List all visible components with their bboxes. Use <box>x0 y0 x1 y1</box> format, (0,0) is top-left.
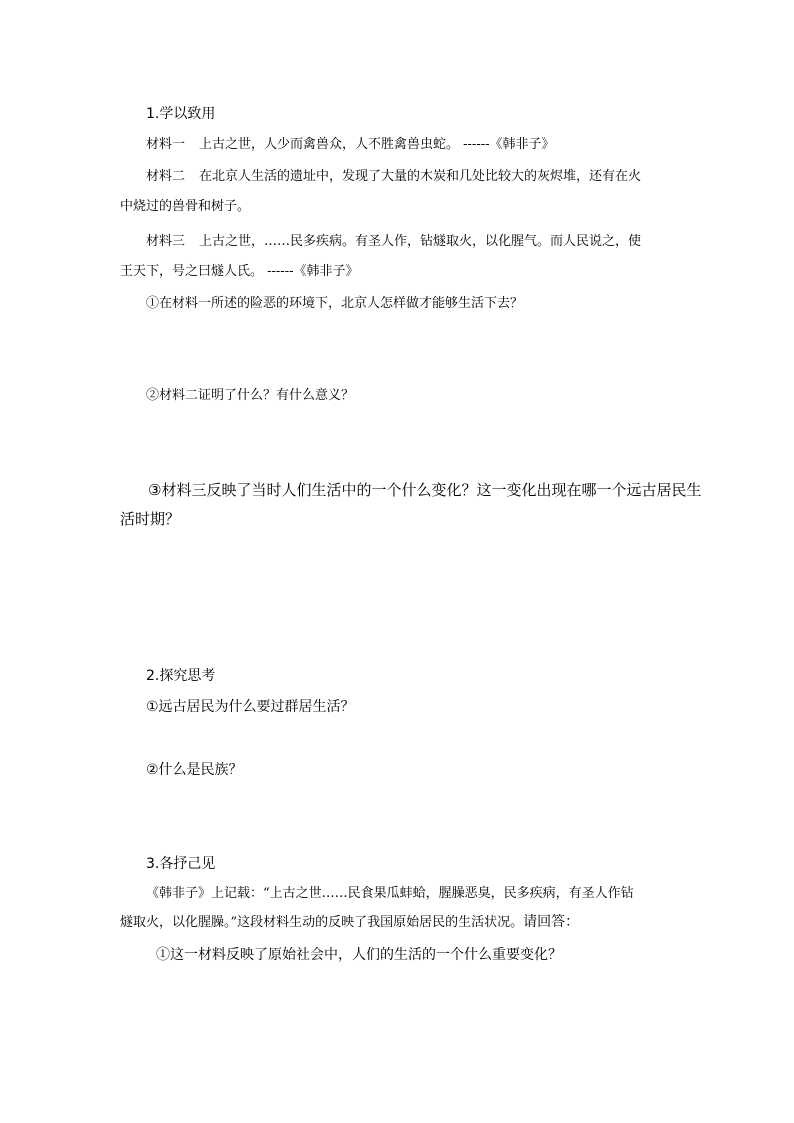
section-3-paragraph-line-1: 《韩非子》上记载：“上古之世……民食果瓜蚌蛤，腥臊恶臭，民多疾病，有圣人作钻 <box>146 886 634 901</box>
material-2-label: 材料二 <box>146 169 186 184</box>
material-2 <box>146 165 641 184</box>
question-1-2: ②材料二证明了什么？有什么意义？ <box>146 388 355 403</box>
section-3-paragraph-line-2 <box>120 911 579 931</box>
question-1-1: ①在材料一所述的险恶的环境下，北京人怎样做才能够生活下去？ <box>146 296 524 311</box>
material-1 <box>146 133 555 152</box>
material-2-text: 在北京人生活的遗址中，发现了大量的木炭和几处比较大的灰烬堆，还有在火 <box>199 169 642 184</box>
material-2-continued: 中烧过的兽骨和树子。 <box>120 199 251 214</box>
question-2-1: ①远古居民为什么要过群居生活？ <box>146 699 355 715</box>
material-3 <box>146 230 641 249</box>
section-3-heading: 3.各抒己见 <box>146 856 216 872</box>
material-3-text: 上古之世，……民多疾病。有圣人作，钻燧取火，以化腥气。而人民说之，使 <box>199 234 642 249</box>
question-3-1: ①这一材料反映了原始社会中，人们的生活的一个什么重要变化？ <box>156 947 562 963</box>
question-1-3-line-2: 活时期？ <box>120 510 181 528</box>
section-3-paragraph-text: 燧取火，以化腥臊。”这段材料生动的反映了我国原始居民的生活状况。 <box>120 915 524 930</box>
material-3-label: 材料三 <box>146 234 186 249</box>
material-3-continued: 王天下，号之曰燧人氏。 ------《韩非子》 <box>120 264 359 279</box>
section-1-heading: 1.学以致用 <box>146 106 216 122</box>
material-1-text: 上古之世，人少而禽兽众，人不胜禽兽虫蛇。 ------《韩非子》 <box>199 137 555 152</box>
question-1-3-line-1: ③材料三反映了当时人们生活中的一个什么变化？这一变化出现在哪一个远古居民生 <box>148 481 702 499</box>
section-3-prompt: 请回答： <box>523 914 580 930</box>
material-1-label: 材料一 <box>146 137 186 152</box>
question-2-2: ②什么是民族？ <box>146 762 243 778</box>
section-2-heading: 2.探究思考 <box>146 668 216 684</box>
